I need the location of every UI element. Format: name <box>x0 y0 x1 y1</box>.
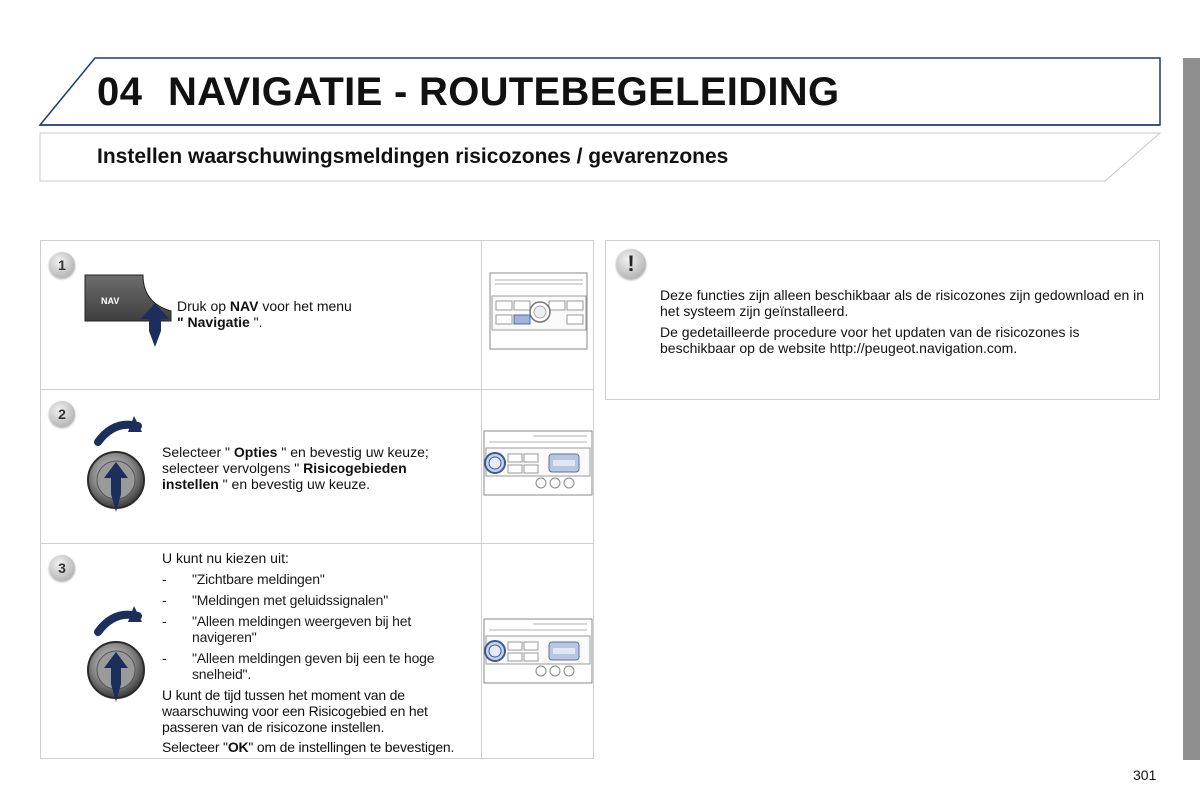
step-number-badge: 3 <box>49 555 75 581</box>
chapter-title: NAVIGATIE - ROUTEBEGELEIDING <box>168 70 840 114</box>
step-3-note: U kunt de tijd tussen het moment van de waarschuwing voor een Risicogebied en het passeren van de risicozone instellen. <box>162 687 428 735</box>
warning-icon: ! <box>616 249 646 279</box>
step-3 <box>41 544 593 758</box>
radio-panel-knob-illustration <box>483 430 593 498</box>
step-2 <box>41 390 593 544</box>
radio-panel-nav-illustration <box>489 272 589 350</box>
step-number-badge: 2 <box>49 401 75 427</box>
step-2-text: Selecteer " Opties " en bevestig uw keuze; selecteer vervolgens " Risicogebieden instellen " en bevestig uw keuze. <box>162 444 429 492</box>
step-3-intro: U kunt nu kiezen uit: <box>162 550 289 566</box>
list-item: - "Meldingen met geluidssignalen" <box>162 592 388 608</box>
rotary-knob-press-icon <box>86 606 166 706</box>
page-number: 301 <box>1133 767 1157 783</box>
list-item: - "Zichtbare meldingen" <box>162 571 325 587</box>
info-paragraph-1: Deze functies zijn alleen beschikbaar als de risicozones zijn gedownload en in het systeem zijn geïnstalleerd. <box>660 287 1145 319</box>
step-1-text: Druk op NAV voor het menu " Navigatie ". <box>177 298 352 330</box>
list-item: - "Alleen meldingen geven bij een te hoge snelheid". <box>162 650 435 682</box>
rotary-knob-press-icon <box>86 416 166 516</box>
info-paragraph-2: De gedetailleerde procedure voor het updaten van de risicozones is beschikbaar op de website http://peugeot.navigation.com. <box>660 324 1080 356</box>
info-box <box>605 240 1160 400</box>
radio-panel-knob-illustration <box>483 618 593 686</box>
nav-button-icon <box>81 271 176 351</box>
steps-table <box>40 240 594 759</box>
list-item: - "Alleen meldingen weergeven bij het navigeren" <box>162 613 412 645</box>
step-1 <box>41 241 593 390</box>
nav-button-label: NAV <box>101 296 120 306</box>
step-number-badge: 1 <box>49 252 75 278</box>
step-3-confirm: Selecteer "OK" om de instellingen te bevestigen. <box>162 739 455 755</box>
section-title: Instellen waarschuwingsmeldingen risicozones / gevarenzones <box>97 145 729 168</box>
chapter-edge-tab <box>1183 58 1200 760</box>
step-3-option-list <box>162 571 462 687</box>
chapter-number: 04 <box>97 70 143 114</box>
